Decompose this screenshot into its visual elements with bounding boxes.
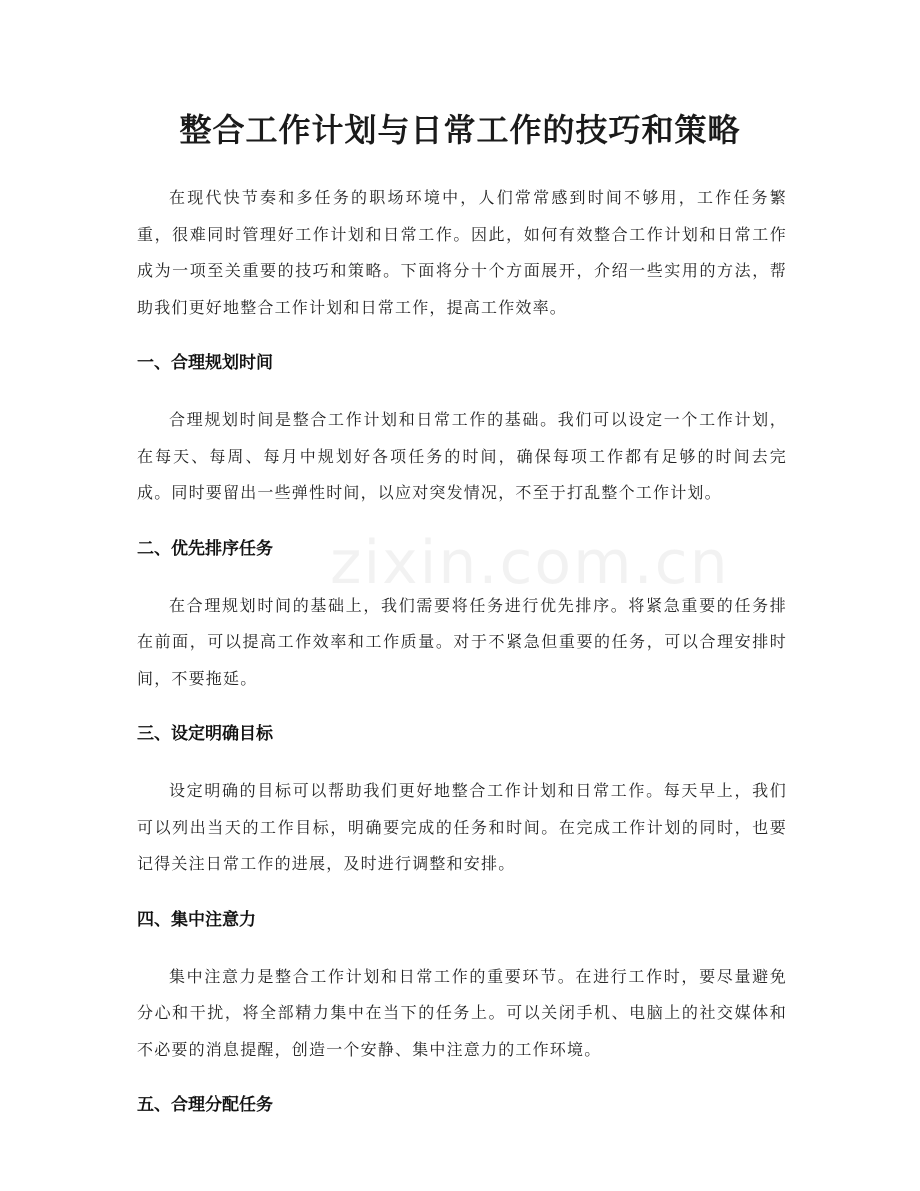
section-heading-3: 三、设定明确目标 (137, 724, 273, 744)
document-body (137, 180, 787, 1144)
section-paragraph-4: 集中注意力是整合工作计划和日常工作的重要环节。在进行工作时，要尽量避免分心和干扰，将全部精力集中在当下的任务上。可以关闭手机、电脑上的社交媒体和不必要的消息提醒，创造一个安静、集中注意力的工作环境。 (137, 966, 787, 1059)
section-heading-2: 二、优先排序任务 (137, 538, 273, 559)
section-paragraph-2: 在合理规划时间的基础上，我们需要将任务进行优先排序。将紧急重要的任务排在前面，可以提高工作效率和工作质量。对于不紧急但重要的任务，可以合理安排时间，不要拖延。 (137, 595, 787, 688)
section-heading-1: 一、合理规划时间 (137, 353, 273, 373)
section-paragraph-1: 合理规划时间是整合工作计划和日常工作的基础。我们可以设定一个工作计划，在每天、每周、每月中规划好各项任务的时间，确保每项工作都有足够的时间去完成。同时要留出一些弹性时间，以应对突发情况，不至于打乱整个工作计划。 (137, 410, 787, 502)
watermark: zixin.com.cn (330, 528, 730, 598)
intro-paragraph: 在现代快节奏和多任务的职场环境中，人们常常感到时间不够用，工作任务繁重，很难同时管理好工作计划和日常工作。因此，如何有效整合工作计划和日常工作成为一项至关重要的技巧和策略。下面将分十个方面展开，介绍一些实用的方法，帮助我们更好地整合工作计划和日常工作，提高工作效率。 (137, 188, 787, 317)
section-heading-4: 四、集中注意力 (137, 909, 256, 930)
section-paragraph-3: 设定明确的目标可以帮助我们更好地整合工作计划和日常工作。每天早上，我们可以列出当天的工作目标，明确要完成的任务和时间。在完成工作计划的同时，也要记得关注日常工作的进展，及时进行调整和安排。 (137, 781, 787, 873)
document-title: 整合工作计划与日常工作的技巧和策略 (179, 111, 741, 149)
section-heading-5: 五、合理分配任务 (137, 1095, 273, 1115)
